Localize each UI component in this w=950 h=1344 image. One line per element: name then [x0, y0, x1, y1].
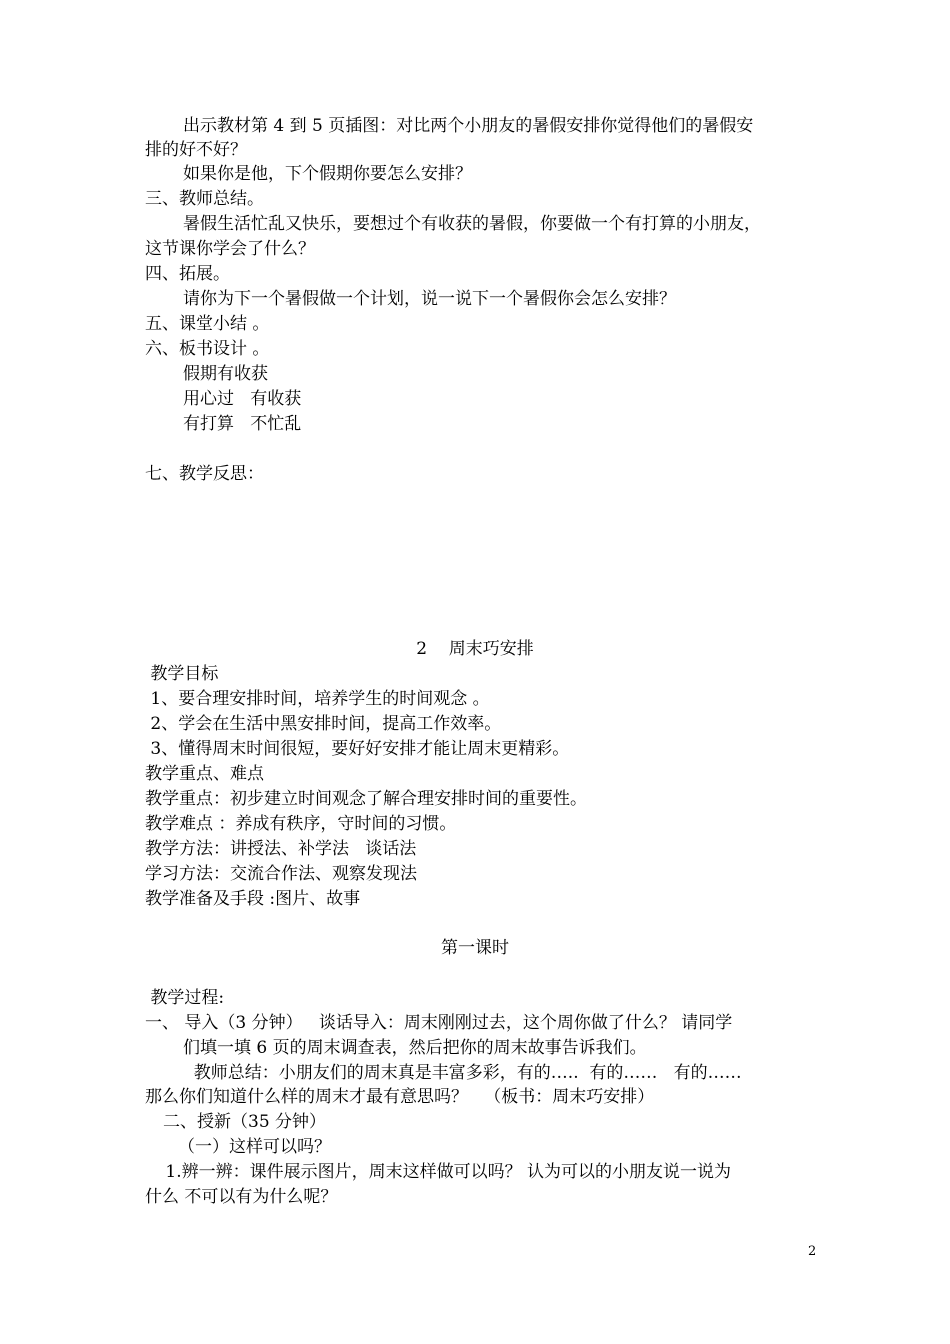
section-heading: 三、教师总结。: [145, 189, 264, 209]
text-line: 那么你们知道什么样的周末才最有意思吗？ （板书：周末巧安排）: [145, 1087, 655, 1107]
text-line: 2、学会在生活中黑安排时间，提高工作效率。: [145, 714, 502, 734]
text-line: 教师总结：小朋友们的周末真是丰富多彩，有的….. 有的…… 有的……: [183, 1063, 742, 1083]
text-line: 1.辨一辨：课件展示图片，周末这样做可以吗？ 认为可以的小朋友说一说为: [160, 1162, 732, 1182]
section-heading: 四、拓展。: [145, 264, 230, 284]
page-number: 2: [808, 1244, 817, 1259]
text-line: 学习方法：交流合作法、观察发现法: [145, 864, 417, 884]
text-line: 教学重点：初步建立时间观念了解合理安排时间的重要性。: [145, 789, 587, 809]
section-heading: 七、教学反思：: [145, 464, 264, 484]
text-line: 请你为下一个暑假做一个计划，说一说下一个暑假你会怎么安排？: [183, 289, 676, 309]
lesson-title: 2 周末巧安排: [416, 639, 534, 659]
text-line: 这节课你学会了什么？: [145, 239, 315, 259]
text-line: 们填一填 6 页的周末调查表，然后把你的周末故事告诉我们。: [183, 1038, 647, 1058]
section-heading: 五、课堂小结 。: [145, 314, 270, 334]
board-line: 有打算 不忙乱: [183, 414, 302, 434]
text-line: 暑假生活忙乱又快乐，要想过个有收获的暑假，你要做一个有打算的小朋友，: [183, 214, 761, 234]
text-line: 教学方法：讲授法、补学法 谈话法: [145, 839, 417, 859]
board-line: 用心过 有收获: [183, 389, 302, 409]
text-line: 教学准备及手段 :图片、故事: [145, 889, 361, 909]
text-line: 二、授新（35 分钟）: [163, 1112, 327, 1132]
session-title: 第一课时: [441, 938, 509, 958]
text-line: 如果你是他，下个假期你要怎么安排？: [183, 164, 472, 184]
text-line: 出示教材第 4 到 5 页插图：对比两个小朋友的暑假安排你觉得他们的暑假安: [183, 116, 754, 136]
section-heading: 六、板书设计 。: [145, 339, 270, 359]
text-line: 什么 不可以有为什么呢？: [145, 1187, 338, 1207]
text-line: 3、懂得周末时间很短，要好好安排才能让周末更精彩。: [145, 739, 570, 759]
text-line: （一）这样可以吗？: [178, 1137, 331, 1157]
text-line: 教学过程:: [145, 988, 225, 1008]
text-line: 教学重点、难点: [145, 764, 264, 784]
text-line: 一、 导入（3 分钟） 谈话导入：周末刚刚过去，这个周你做了什么？ 请同学: [145, 1013, 733, 1033]
board-line: 假期有收获: [183, 364, 268, 384]
text-line: 排的好不好？: [145, 140, 247, 160]
text-line: 教学难点 ：养成有秩序，守时间的习惯。: [145, 814, 457, 834]
text-line: 1、要合理安排时间，培养学生的时间观念 。: [145, 689, 490, 709]
text-line: 教学目标: [145, 664, 219, 684]
